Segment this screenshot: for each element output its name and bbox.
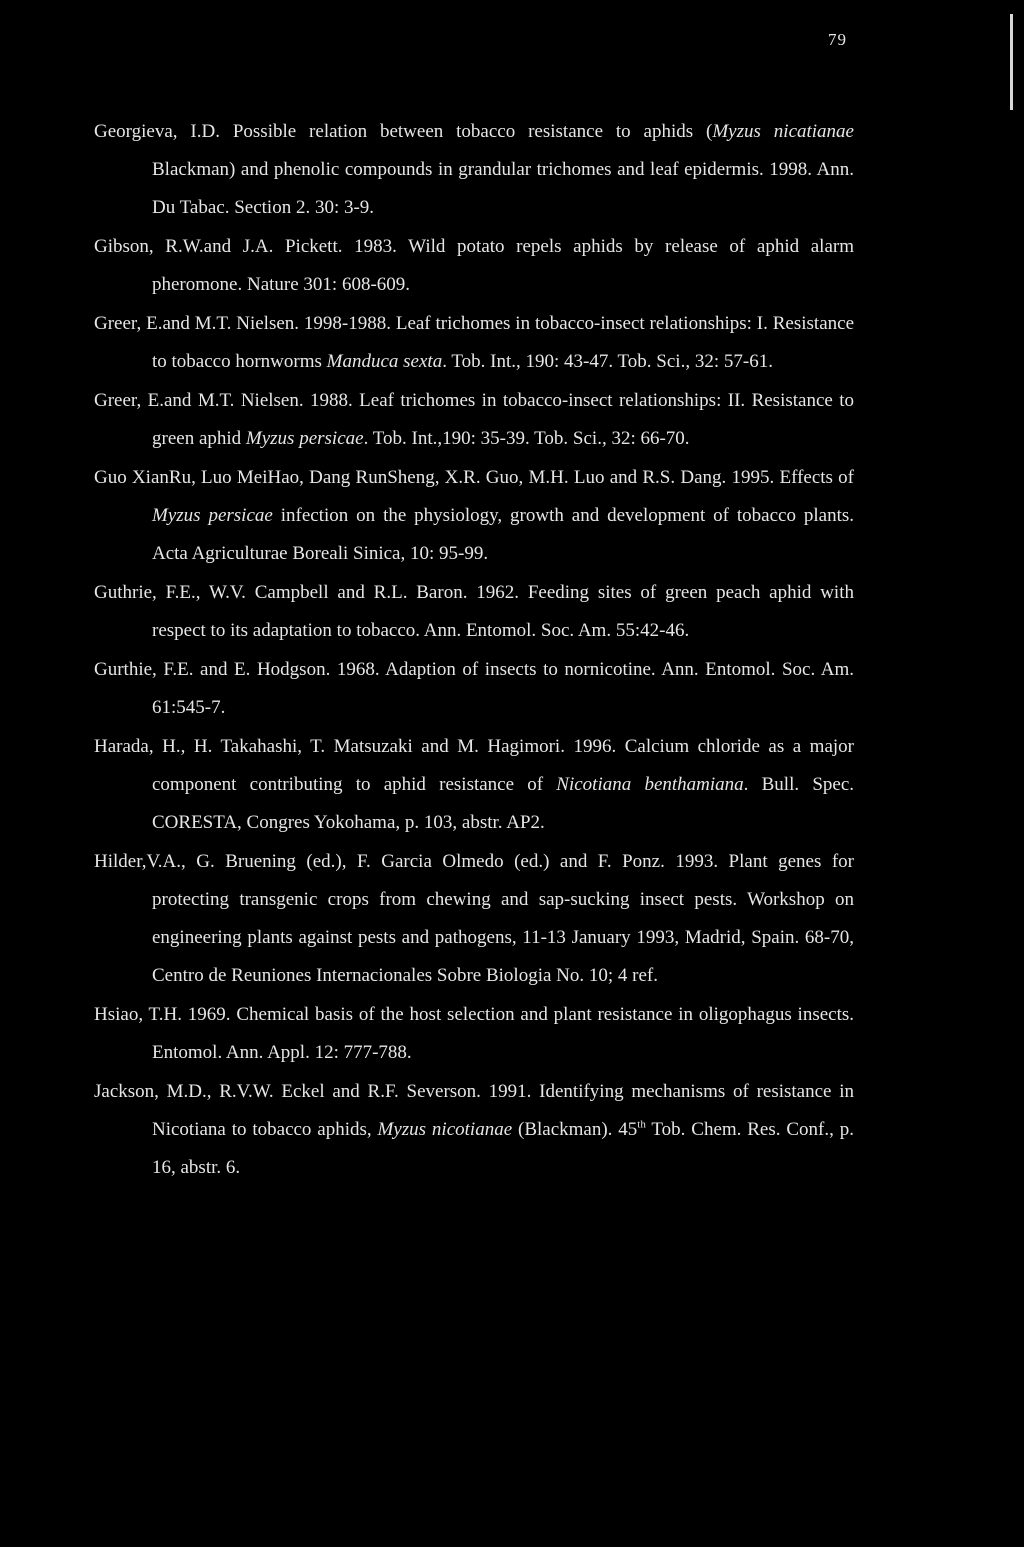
reference-entry: [94, 305, 854, 381]
reference-text: . Bull. Spec. CORESTA, Congres Yokohama, p. 103, abstr. AP2.: [152, 774, 855, 833]
reference-entry: [94, 459, 854, 573]
ordinal-suffix: th: [637, 1118, 646, 1131]
species-name: Myzus nicatianae: [712, 121, 854, 142]
reference-entry: [94, 113, 854, 227]
reference-entry: [94, 843, 854, 995]
reference-entry: [94, 996, 854, 1072]
species-name: Myzus persicae: [152, 505, 273, 526]
reference-text: Jackson, M.D., R.V.W. Eckel and R.F. Severson. 1991. Identifying mechanisms of resistance in Nicotiana to tobacco aphids,: [94, 1081, 854, 1140]
species-name: Nicotiana benthamiana: [556, 774, 744, 795]
reference-text: Gurthie, F.E. and E. Hodgson. 1968. Adaption of insects to nornicotine. Ann. Entomol. Soc. Am. 61:545-7.: [94, 659, 854, 718]
species-name: Manduca sexta: [326, 351, 443, 372]
reference-text: Gibson, R.W.and J.A. Pickett. 1983. Wild potato repels aphids by release of aphid alarm pheromone. Nature 301: 608-609.: [94, 236, 854, 295]
reference-text: Hilder,V.A., G. Bruening (ed.), F. Garcia Olmedo (ed.) and F. Ponz. 1993. Plant genes for protecting transgenic crops from chewing and sap-sucking insect pests. Workshop on engineering plants against pests and pathogens, 11-13 January 1993, Madrid, Spain. 68-70, Centro de Reuniones Internacionales Sobre Biologia No. 10; 4 ref.: [94, 851, 854, 986]
reference-entry: [94, 574, 854, 650]
reference-text: Georgieva, I.D. Possible relation between tobacco resistance to aphids (: [94, 121, 713, 142]
reference-text: Hsiao, T.H. 1969. Chemical basis of the host selection and plant resistance in oligophagus insects. Entomol. Ann. Appl. 12: 777-788.: [94, 1004, 854, 1063]
reference-text: Guthrie, F.E., W.V. Campbell and R.L. Baron. 1962. Feeding sites of green peach aphid with respect to its adaptation to tobacco. Ann. Entomol. Soc. Am. 55:42-46.: [94, 582, 854, 641]
reference-text: infection on the physiology, growth and development of tobacco plants. Acta Agriculturae Boreali Sinica, 10: 95-99.: [152, 505, 854, 564]
reference-text: . Tob. Int.,190: 35-39. Tob. Sci., 32: 66-70.: [363, 428, 690, 449]
reference-text: Harada, H., H. Takahashi, T. Matsuzaki and M. Hagimori. 1996. Calcium chloride as a major component contributing to aphid resistance of: [94, 736, 854, 795]
reference-list: [94, 113, 854, 1188]
reference-entry: [94, 228, 854, 304]
reference-text: Blackman) and phenolic compounds in grandular trichomes and leaf epidermis. 1998. Ann. Du Tabac. Section 2. 30: 3-9.: [152, 159, 854, 218]
margin-rule: [1010, 14, 1013, 110]
species-name: Myzus nicotianae: [377, 1119, 513, 1140]
reference-entry: [94, 728, 854, 842]
reference-text: (Blackman). 45: [512, 1119, 638, 1140]
reference-entry: [94, 1073, 854, 1187]
reference-entry: [94, 651, 854, 727]
reference-entry: [94, 382, 854, 458]
species-name: Myzus persicae: [245, 428, 364, 449]
reference-text: Greer, E.and M.T. Nielsen. 1988. Leaf trichomes in tobacco-insect relationships: II. Resistance to green aphid: [94, 390, 854, 449]
reference-text: Greer, E.and M.T. Nielsen. 1998-1988. Leaf trichomes in tobacco-insect relationships: I. Resistance to tobacco hornworms: [94, 313, 854, 372]
reference-text: Guo XianRu, Luo MeiHao, Dang RunSheng, X.R. Guo, M.H. Luo and R.S. Dang. 1995. Effects of: [94, 467, 854, 488]
reference-text: . Tob. Int., 190: 43-47. Tob. Sci., 32: 57-61.: [442, 351, 773, 372]
page-number: 79: [828, 30, 847, 49]
reference-text: Tob. Chem. Res. Conf., p. 16, abstr. 6.: [152, 1119, 854, 1178]
